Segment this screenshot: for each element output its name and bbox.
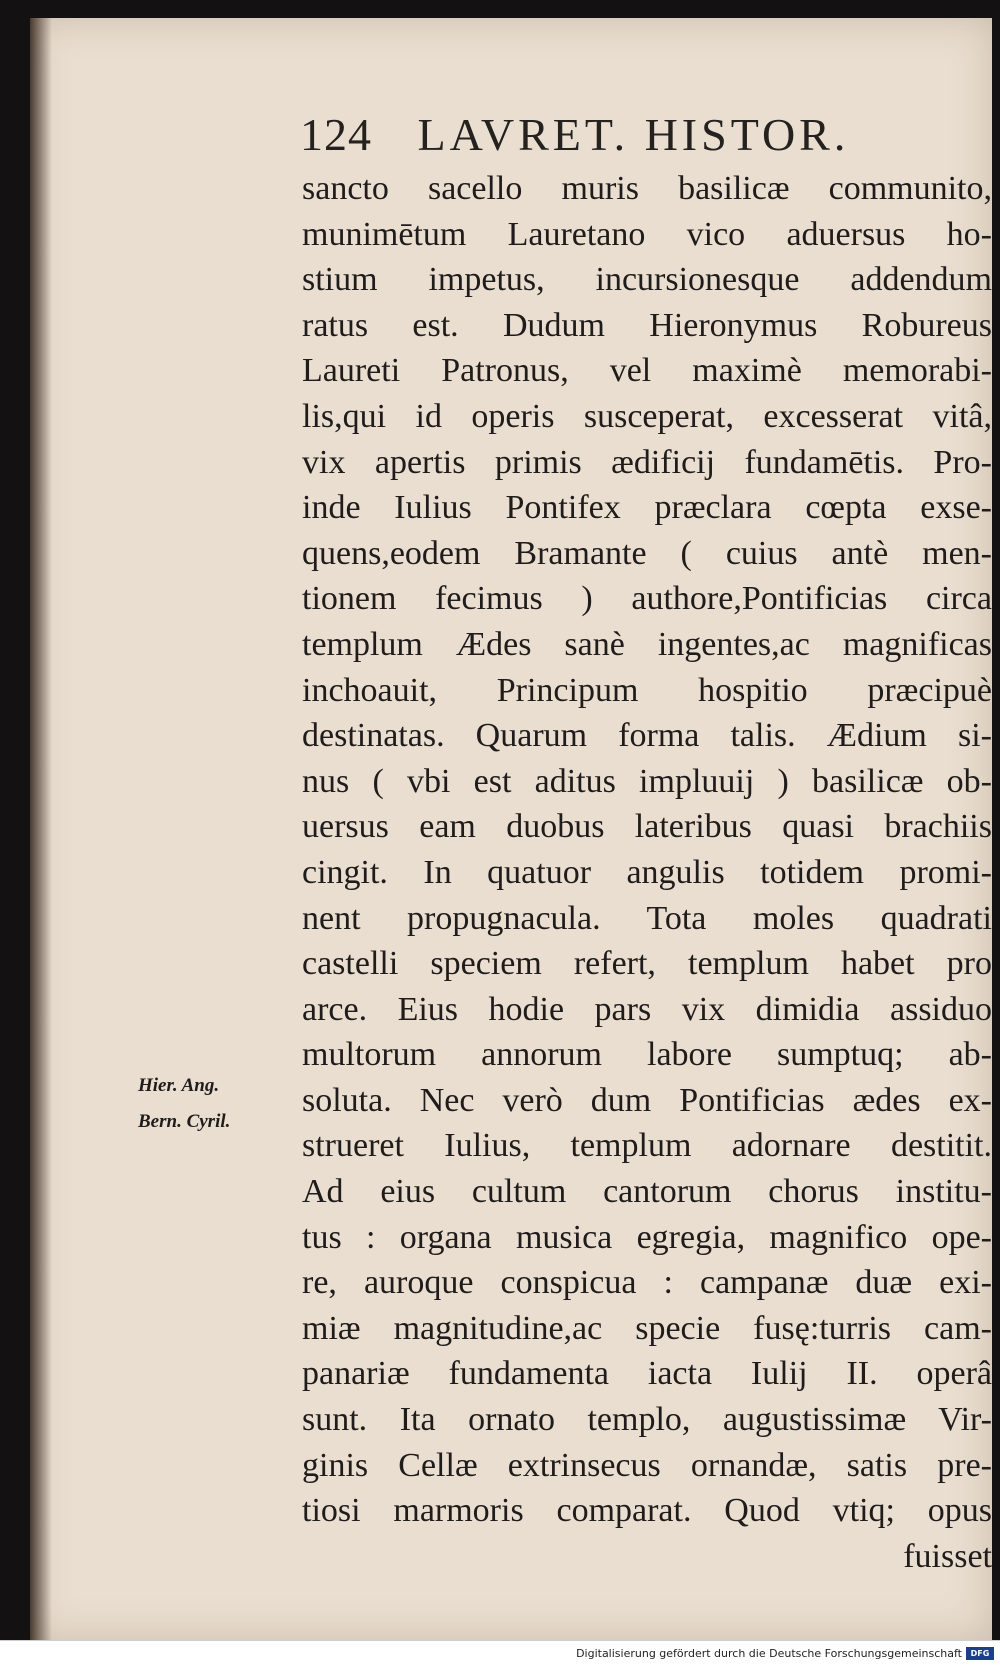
margin-note: Hier. Ang. xyxy=(138,1075,220,1096)
text-line: templum Ædes sanè ingentes,ac magnificas xyxy=(302,625,992,663)
catchword: fuisset xyxy=(903,1537,992,1575)
text-line: sunt. Ita ornato templo, augustissimæ Vir- xyxy=(302,1401,992,1439)
text-line: Ad eius cultum cantorum chorus institu- xyxy=(302,1173,992,1211)
text-line: multorum annorum labore sumptuq; ab- xyxy=(302,1036,992,1074)
text-line: inde Iulius Pontifex præclara cœpta exse- xyxy=(302,489,992,527)
text-line: sancto sacello muris basilicæ communito, xyxy=(302,170,992,207)
text-line: munimētum Lauretano vico aduersus ho- xyxy=(302,215,992,253)
text-line: Laureti Patronus, vel maximè memorabi- xyxy=(302,352,992,390)
text-line: cingit. In quatuor angulis totidem promi- xyxy=(302,853,992,891)
text-line: arce. Eius hodie pars vix dimidia assiduo xyxy=(302,990,992,1028)
page-number: 124 xyxy=(300,109,372,160)
text-line: nent propugnacula. Tota moles quadrati xyxy=(302,899,992,937)
body-text xyxy=(302,166,992,1579)
text-line: strueret Iulius, templum adornare destitit. xyxy=(302,1127,992,1165)
page-header xyxy=(300,108,940,164)
text-line: tus : organa musica egregia, magnifico ope- xyxy=(302,1218,992,1256)
footer-bar xyxy=(0,1640,1000,1667)
text-line: miæ magnitudine,ac specie fusę:turris cam- xyxy=(302,1309,992,1347)
footer-credit: Digitalisierung gefördert durch die Deutsche Forschungsgemeinschaft xyxy=(576,1647,962,1660)
text-line: nus ( vbi est aditus impluuij ) basilicæ ob- xyxy=(302,762,992,800)
text-line: panariæ fundamenta iacta Iulij II. operâ xyxy=(302,1355,992,1393)
text-line: soluta. Nec verò dum Pontificias ædes ex- xyxy=(302,1081,992,1119)
text-line: tionem fecimus ) authore,Pontificias circa xyxy=(302,580,992,618)
book-page xyxy=(30,18,992,1640)
text-line: tiosi marmoris comparat. Quod vtiq; opus xyxy=(302,1492,992,1530)
text-line: ratus est. Dudum Hieronymus Robureus xyxy=(302,306,992,344)
margin-note: Bern. Cyril. xyxy=(138,1111,231,1132)
text-line: destinatas. Quarum forma talis. Ædium si- xyxy=(302,717,992,755)
running-title: LAVRET. HISTOR. xyxy=(417,109,850,160)
text-line: quens,eodem Bramante ( cuius antè men- xyxy=(302,534,992,572)
text-line: lis,qui id operis susceperat, excesserat vitâ, xyxy=(302,397,992,435)
text-line: inchoauit, Principum hospitio præcipuè xyxy=(302,671,992,709)
text-line: ginis Cellæ extrinsecus ornandæ, satis pre- xyxy=(302,1446,992,1484)
text-line: uersus eam duobus lateribus quasi brachiis xyxy=(302,808,992,846)
dfg-logo: DFG xyxy=(966,1647,994,1660)
text-line: re, auroque conspicua : campanæ duæ exi- xyxy=(302,1264,992,1302)
text-line: castelli speciem refert, templum habet pro xyxy=(302,945,992,983)
text-line: stium impetus, incursionesque addendum xyxy=(302,261,992,299)
text-line: vix apertis primis ædificij fundamētis. Pro- xyxy=(302,443,992,481)
